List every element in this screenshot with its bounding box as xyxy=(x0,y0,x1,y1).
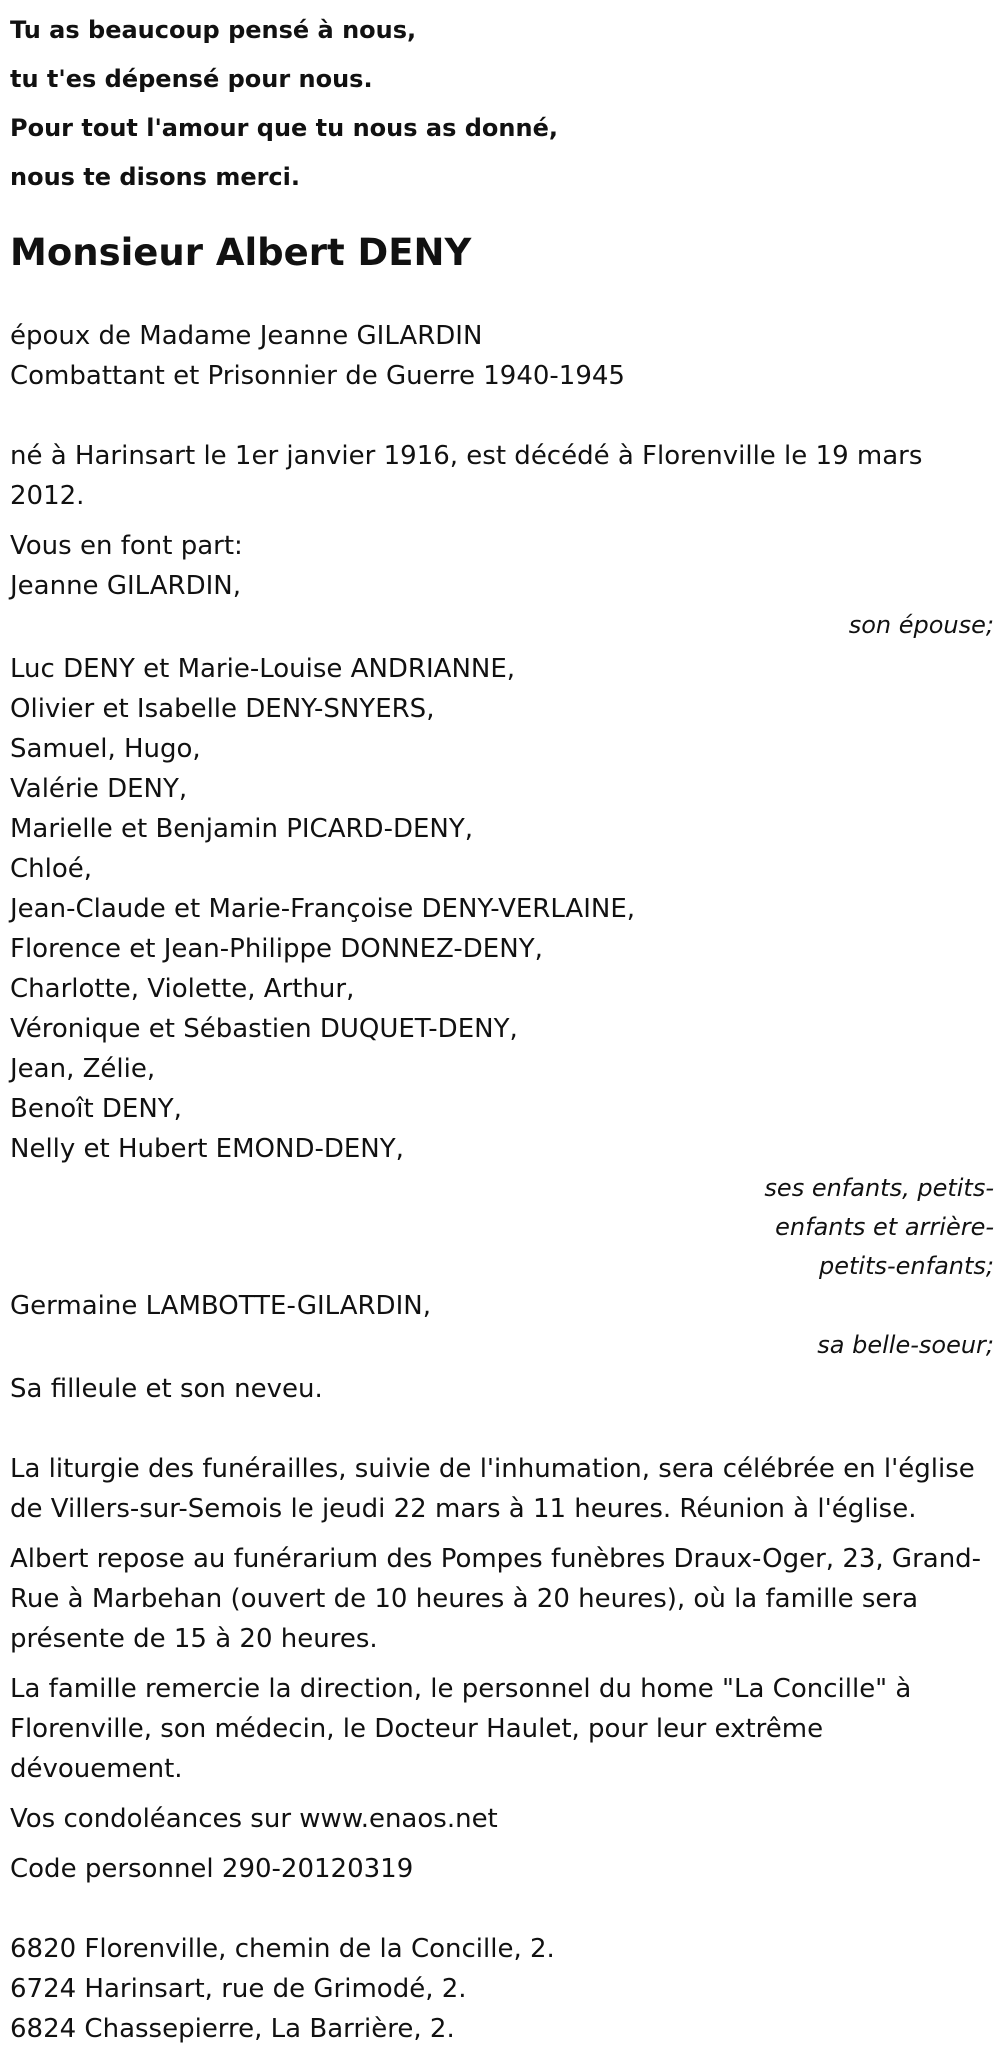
poem-line: nous te disons merci. xyxy=(10,163,301,191)
family-member: Valérie DENY, xyxy=(10,774,188,804)
funeral-details: La liturgie des funérailles, suivie de l'inhumation, sera célébrée en l'église de Villers-sur-Semois le jeudi 22 mars à 11 heures. Réunion à l'église. xyxy=(10,1454,975,1524)
personal-code: Code personnel 290-20120319 xyxy=(10,1854,414,1884)
family-member: Jean, Zélie, xyxy=(10,1054,156,1084)
family-group-children xyxy=(10,649,994,1286)
relationship-label: ses enfants, petits-enfants et arrière-petits-enfants; xyxy=(764,1174,994,1280)
address-line: 6824 Chassepierre, La Barrière, 2. xyxy=(10,2014,455,2044)
family-member: Samuel, Hugo, xyxy=(10,734,201,764)
veteran-line: Combattant et Prisonnier de Guerre 1940-1945 xyxy=(10,361,625,391)
obituary-notice xyxy=(10,0,994,2049)
poem-line: tu t'es dépensé pour nous. xyxy=(10,65,373,93)
family-member: Marielle et Benjamin PICARD-DENY, xyxy=(10,814,473,844)
address-line: 6724 Harinsart, rue de Grimodé, 2. xyxy=(10,1974,467,2004)
relationship-label: son épouse; xyxy=(848,611,994,639)
deceased-name: Monsieur Albert DENY xyxy=(10,231,472,274)
family-member: Jeanne GILARDIN, xyxy=(10,571,241,601)
address-line: 6820 Florenville, chemin de la Concille, 2. xyxy=(10,1934,555,1964)
family-group-spouse xyxy=(10,566,994,645)
address-list xyxy=(10,1929,994,2049)
family-member: Charlotte, Violette, Arthur, xyxy=(10,974,355,1004)
family-member: Florence et Jean-Philippe DONNEZ-DENY, xyxy=(10,934,543,964)
family-member: Benoît DENY, xyxy=(10,1094,182,1124)
family-member: Chloé, xyxy=(10,854,93,884)
relationship-label: sa belle-soeur; xyxy=(817,1331,994,1359)
other-relatives: Sa filleule et son neveu. xyxy=(10,1374,323,1404)
family-member: Jean-Claude et Marie-Françoise DENY-VERLAINE, xyxy=(10,894,636,924)
family-member: Véronique et Sébastien DUQUET-DENY, xyxy=(10,1014,518,1044)
announcement-intro: Vous en font part: xyxy=(10,531,243,561)
family-member: Nelly et Hubert EMOND-DENY, xyxy=(10,1134,404,1164)
spouse-line: époux de Madame Jeanne GILARDIN xyxy=(10,321,483,351)
family-member: Olivier et Isabelle DENY-SNYERS, xyxy=(10,694,435,724)
family-member: Germaine LAMBOTTE-GILARDIN, xyxy=(10,1291,431,1321)
funeral-home-details: Albert repose au funérarium des Pompes funèbres Draux-Oger, 23, Grand-Rue à Marbehan (ouvert de 10 heures à 20 heures), où la famille sera présente de 15 à 20 heures. xyxy=(10,1544,982,1654)
condolences-text: Vos condoléances sur www.enaos.net xyxy=(10,1804,498,1834)
family-group-sister-in-law xyxy=(10,1286,994,1365)
memorial-poem xyxy=(10,0,994,202)
birth-death-text: né à Harinsart le 1er janvier 1916, est décédé à Florenville le 19 mars 2012. xyxy=(10,441,923,511)
poem-line: Tu as beaucoup pensé à nous, xyxy=(10,16,417,44)
poem-line: Pour tout l'amour que tu nous as donné, xyxy=(10,114,558,142)
family-member: Luc DENY et Marie-Louise ANDRIANNE, xyxy=(10,654,516,684)
thanks-text: La famille remercie la direction, le personnel du home "La Concille" à Florenville, son médecin, le Docteur Haulet, pour leur extrême dévouement. xyxy=(10,1674,912,1784)
